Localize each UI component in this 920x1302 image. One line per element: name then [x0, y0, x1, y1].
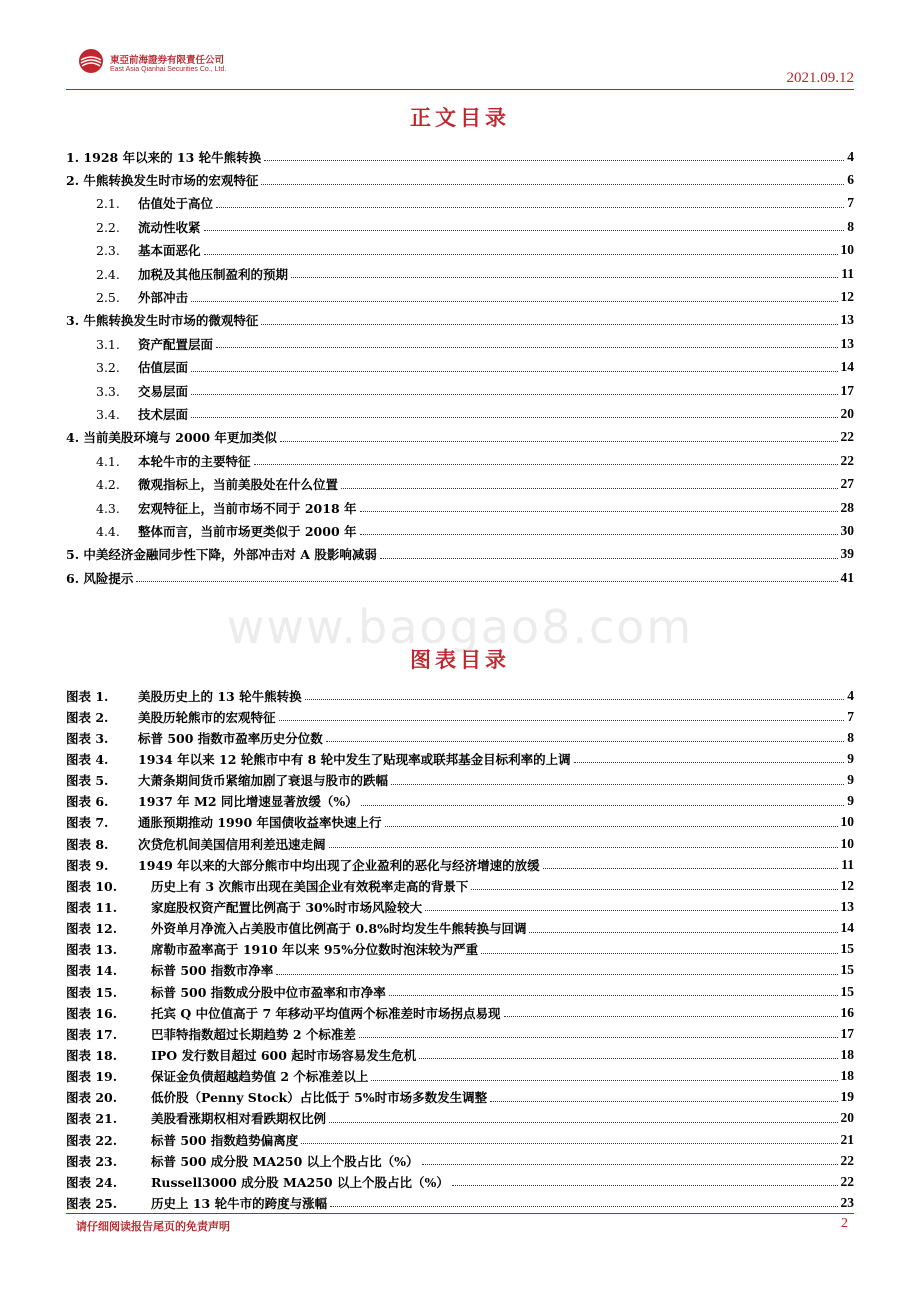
figure-entry[interactable] — [66, 706, 854, 727]
figure-entry[interactable] — [66, 896, 854, 917]
figure-entry-label: 图表 17. — [66, 1026, 118, 1042]
figure-entry[interactable] — [66, 1171, 854, 1192]
dot-leader — [191, 394, 837, 395]
figure-entry-page: 13 — [840, 898, 854, 914]
dot-leader — [261, 324, 837, 325]
figure-entry-text: 次贷危机间美国信用利差迅速走阔 — [138, 836, 326, 852]
figure-entry-text: 大萧条期间货币紧缩加剧了衰退与股市的跌幅 — [138, 773, 389, 789]
dot-leader — [490, 1101, 837, 1102]
dot-leader — [330, 1206, 837, 1207]
toc-entry-number: 2.1. — [96, 196, 120, 212]
figure-entry-text: 席勒市盈率高于 1910 年以来 95%分位数时泡沫较为严重 — [151, 942, 479, 958]
toc-entry-page: 22 — [840, 452, 854, 468]
figure-entry-label: 图表 4. — [66, 751, 109, 767]
toc-entry-number: 5. — [66, 547, 80, 563]
figure-entry-text: 1949 年以来的大部分熊市中均出现了企业盈利的恶化与经济增速的放缓 — [138, 857, 540, 873]
toc-entry-page: 17 — [840, 382, 854, 398]
toc-entry-text: 技术层面 — [138, 406, 189, 422]
figure-entry-page: 14 — [840, 920, 854, 936]
toc-entry-text: 牛熊转换发生时市场的微观特征 — [83, 313, 259, 329]
dot-leader — [359, 1037, 838, 1038]
figure-entry-text: 保证金负债超越趋势值 2 个标准差以上 — [151, 1069, 369, 1085]
dot-leader — [504, 1016, 838, 1017]
figure-entry-label: 图表 14. — [66, 963, 118, 979]
figure-entry[interactable] — [66, 875, 854, 896]
figure-entry[interactable] — [66, 1150, 854, 1171]
dot-leader — [261, 184, 844, 185]
figure-entry-page: 10 — [840, 835, 854, 851]
toc-entry-text: 整体而言，当前市场更类似于 2000 年 — [138, 523, 357, 539]
figure-entry-text: 标普 500 指数趋势偏离度 — [151, 1132, 299, 1148]
toc-entry-page: 41 — [840, 569, 854, 585]
dot-leader — [574, 762, 845, 763]
toc-entry-number: 4.3. — [96, 500, 120, 516]
figure-entry-label: 图表 7. — [66, 815, 109, 831]
toc-entry-label — [66, 452, 251, 470]
report-date: 2021.09.12 — [786, 70, 854, 86]
figure-entry-page: 9 — [847, 793, 854, 809]
dot-leader — [191, 371, 837, 372]
toc-entry-text: 牛熊转换发生时市场的宏观特征 — [83, 173, 259, 189]
toc-entry-label — [66, 311, 258, 329]
figure-entry-label: 图表 12. — [66, 921, 118, 937]
toc-entry-number: 3. — [66, 313, 80, 329]
figure-entry-text: 巴菲特指数超过长期趋势 2 个标准差 — [151, 1026, 356, 1042]
figure-entry-text: 标普 500 指数市净率 — [151, 963, 274, 979]
figure-entry[interactable] — [66, 1023, 854, 1044]
dot-leader — [191, 301, 837, 302]
toc-entry-number: 3.2. — [96, 360, 120, 376]
figure-entry-page: 18 — [840, 1068, 854, 1084]
dot-leader — [305, 699, 845, 700]
toc-entry-label — [66, 569, 133, 587]
figure-entry-text: 美股历轮熊市的宏观特征 — [138, 709, 276, 725]
toc-entry[interactable] — [66, 496, 854, 519]
dot-leader — [419, 1058, 837, 1059]
dot-leader — [481, 953, 837, 954]
toc-entry-number: 6. — [66, 570, 80, 586]
footer-disclaimer: 请仔细阅读报告尾页的免责声明 — [76, 1220, 230, 1233]
toc-entry-text: 交易层面 — [138, 383, 189, 399]
figure-entry-text: 外资单月净流入占美股市值比例高于 0.8%时均发生牛熊转换与回调 — [151, 921, 527, 937]
toc-entry-label — [66, 288, 188, 306]
toc-entry-number: 4. — [66, 430, 80, 446]
figure-entry-page: 12 — [840, 877, 854, 893]
figure-entry-text: 历史上 13 轮牛市的跨度与涨幅 — [151, 1195, 328, 1211]
toc-entry[interactable] — [66, 168, 854, 191]
dot-leader — [341, 488, 837, 489]
toc-entry-number: 2. — [66, 173, 80, 189]
figure-entry[interactable] — [66, 1044, 854, 1065]
figure-entry[interactable] — [66, 1108, 854, 1129]
figure-entry-label: 图表 19. — [66, 1069, 118, 1085]
figure-entry[interactable] — [66, 1129, 854, 1150]
toc-entry-page: 13 — [840, 312, 854, 328]
figure-entry[interactable] — [66, 981, 854, 1002]
toc-entry-label — [66, 148, 261, 166]
figure-entry-label: 图表 16. — [66, 1005, 118, 1021]
toc-entry-page: 7 — [847, 195, 854, 211]
toc-entry-number: 2.2. — [96, 219, 120, 235]
dot-leader — [360, 511, 838, 512]
figure-entry-page: 22 — [840, 1152, 854, 1168]
dot-leader — [254, 464, 838, 465]
dot-leader — [301, 1143, 837, 1144]
toc-entry-text: 外部冲击 — [138, 290, 189, 306]
dot-leader — [329, 1122, 837, 1123]
dot-leader — [136, 581, 837, 582]
figure-entry[interactable] — [66, 1002, 854, 1023]
figure-entry[interactable] — [66, 685, 854, 706]
toc-entry-label — [66, 428, 277, 446]
toc-entry-number: 4.1. — [96, 453, 120, 469]
figure-entry-page: 15 — [840, 962, 854, 978]
dot-leader — [216, 207, 844, 208]
toc-entry[interactable] — [66, 543, 854, 566]
figure-entry-page: 23 — [840, 1194, 854, 1210]
toc-entry-text: 当前美股环境与 2000 年更加类似 — [83, 430, 277, 446]
figure-entry[interactable] — [66, 770, 854, 791]
toc-entry-number: 2.5. — [96, 290, 120, 306]
dot-leader — [385, 826, 838, 827]
toc-entry[interactable] — [66, 402, 854, 425]
figure-entry-page: 10 — [840, 814, 854, 830]
figure-entry-label: 图表 11. — [66, 899, 118, 915]
figure-entry-label: 图表 2. — [66, 709, 109, 725]
toc-entry-page: 27 — [840, 476, 854, 492]
figure-entry-text: 标普 500 指数成分股中位市盈率和市净率 — [151, 984, 386, 1000]
table-of-contents — [66, 145, 854, 589]
toc-entry[interactable] — [66, 309, 854, 332]
figure-entry-label: 图表 24. — [66, 1174, 118, 1190]
toc-entry-number: 1. — [66, 149, 80, 165]
dot-leader — [191, 417, 837, 418]
figures-title: 图表目录 — [410, 647, 510, 672]
figure-entry-label: 图表 23. — [66, 1153, 118, 1169]
figure-entry-page: 9 — [847, 750, 854, 766]
toc-entry[interactable] — [66, 519, 854, 542]
toc-entry-label — [66, 475, 338, 493]
figure-entry-label: 图表 9. — [66, 857, 109, 873]
toc-entry-text: 加税及其他压制盈利的预期 — [138, 266, 289, 282]
dot-leader — [360, 534, 838, 535]
dot-leader — [471, 889, 837, 890]
toc-entry[interactable] — [66, 472, 854, 495]
figure-entry-page: 17 — [840, 1025, 854, 1041]
company-logo-icon — [78, 48, 104, 74]
figure-entry-page: 15 — [840, 941, 854, 957]
page-number: 2 — [841, 1216, 848, 1231]
figure-entry-text: 托宾 Q 中位值高于 7 年移动平均值两个标准差时市场拐点易现 — [151, 1005, 501, 1021]
dot-leader — [276, 974, 837, 975]
figure-entry[interactable] — [66, 918, 854, 939]
toc-entry-page: 20 — [840, 405, 854, 421]
toc-entry-text: 中美经济金融同步性下降，外部冲击对 A 股影响减弱 — [83, 547, 377, 563]
toc-entry-label — [66, 358, 188, 376]
footer-divider — [66, 1213, 854, 1214]
figure-entry-text: 家庭股权资产配置比例高于 30%时市场风险较大 — [151, 899, 423, 915]
toc-entry[interactable] — [66, 192, 854, 215]
toc-entry-label — [66, 382, 188, 400]
toc-entry[interactable] — [66, 215, 854, 238]
toc-entry-text: 宏观特征上，当前市场不同于 2018 年 — [138, 500, 357, 516]
figure-entry-text: 标普 500 成分股 MA250 以上个股占比（%） — [151, 1153, 419, 1169]
toc-entry-label — [66, 218, 201, 236]
toc-entry-text: 流动性收紧 — [138, 219, 201, 235]
toc-entry-page: 12 — [840, 289, 854, 305]
figure-entry-text: 1934 年以来 12 轮熊市中有 8 轮中发生了贴现率或联邦基金目标利率的上调 — [138, 751, 571, 767]
toc-entry-page: 6 — [847, 172, 854, 188]
toc-entry-number: 2.4. — [96, 266, 120, 282]
toc-entry-text: 资产配置层面 — [138, 336, 214, 352]
dot-leader — [291, 277, 838, 278]
dot-leader — [329, 847, 838, 848]
toc-entry[interactable] — [66, 332, 854, 355]
list-of-figures — [66, 685, 854, 1214]
toc-entry[interactable] — [66, 239, 854, 262]
toc-entry[interactable] — [66, 285, 854, 308]
dot-leader — [361, 805, 844, 806]
figure-entry-text: 低价股（Penny Stock）占比低于 5%时市场多数发生调整 — [151, 1090, 488, 1106]
dot-leader — [279, 720, 845, 721]
toc-entry-page: 22 — [840, 429, 854, 445]
toc-entry-page: 11 — [841, 265, 854, 281]
figure-entry[interactable] — [66, 748, 854, 769]
toc-entry-page: 10 — [840, 242, 854, 258]
figure-entry-page: 22 — [840, 1173, 854, 1189]
page-header — [66, 44, 854, 90]
toc-entry-label — [66, 194, 213, 212]
toc-entry[interactable] — [66, 566, 854, 589]
figure-entry-page: 4 — [847, 687, 854, 703]
toc-entry-number: 3.4. — [96, 406, 120, 422]
figure-entry-text: 1937 年 M2 同比增速显著放缓（%） — [138, 794, 358, 810]
dot-leader — [326, 741, 844, 742]
figure-entry[interactable] — [66, 833, 854, 854]
toc-entry-text: 估值处于高位 — [138, 196, 214, 212]
figure-entry[interactable] — [66, 1066, 854, 1087]
toc-entry[interactable] — [66, 262, 854, 285]
dot-leader — [280, 441, 838, 442]
toc-entry-page: 39 — [840, 546, 854, 562]
toc-entry-label — [66, 241, 201, 259]
toc-entry-page: 13 — [840, 335, 854, 351]
figure-entry-text: 美股看涨期权相对看跌期权比例 — [151, 1111, 327, 1127]
company-name-en: East Asia Qianhai Securities Co., Ltd. — [110, 66, 227, 73]
figure-entry-page: 15 — [840, 983, 854, 999]
company-name-cn: 東亞前海證券有限責任公司 — [110, 55, 225, 66]
figure-entry-page: 9 — [847, 772, 854, 788]
figure-entry-text: 美股历史上的 13 轮牛熊转换 — [138, 688, 302, 704]
toc-entry[interactable] — [66, 449, 854, 472]
figure-entry-label: 图表 20. — [66, 1090, 118, 1106]
dot-leader — [425, 910, 837, 911]
dot-leader — [380, 558, 838, 559]
header-divider — [66, 89, 854, 90]
toc-entry-text: 1928 年以来的 13 轮牛熊转换 — [83, 149, 262, 165]
dot-leader — [529, 932, 837, 933]
dot-leader — [371, 1080, 837, 1081]
toc-entry-number: 3.3. — [96, 383, 120, 399]
watermark: www.baogao8.com — [226, 600, 694, 654]
figure-entry-page: 21 — [840, 1131, 854, 1147]
toc-entry-page: 14 — [840, 359, 854, 375]
figure-entry-page: 8 — [847, 729, 854, 745]
toc-entry[interactable] — [66, 426, 854, 449]
figure-entry[interactable] — [66, 854, 854, 875]
figure-entry[interactable] — [66, 1087, 854, 1108]
toc-entry-label — [66, 522, 357, 540]
toc-entry-number: 4.2. — [96, 477, 120, 493]
figure-entry[interactable] — [66, 727, 854, 748]
toc-entry-number: 3.1. — [96, 336, 120, 352]
figure-entry-text: 历史上有 3 次熊市出现在美国企业有效税率走高的背景下 — [151, 878, 469, 894]
figure-entry-label: 图表 21. — [66, 1111, 118, 1127]
toc-title: 正文目录 — [410, 105, 510, 130]
figure-entry-page: 16 — [840, 1004, 854, 1020]
figure-entry-text: 标普 500 指数市盈率历史分位数 — [138, 730, 323, 746]
dot-leader — [264, 160, 844, 161]
toc-entry-page: 28 — [840, 499, 854, 515]
figure-entry-label: 图表 25. — [66, 1195, 118, 1211]
figure-entry-label: 图表 10. — [66, 878, 118, 894]
dot-leader — [204, 254, 838, 255]
toc-entry[interactable] — [66, 356, 854, 379]
toc-entry-text: 风险提示 — [83, 570, 134, 586]
dot-leader — [422, 1164, 838, 1165]
figure-entry-label: 图表 5. — [66, 773, 109, 789]
toc-entry-text: 基本面恶化 — [138, 243, 201, 259]
figure-entry-label: 图表 13. — [66, 942, 118, 958]
toc-entry-label — [66, 545, 377, 563]
dot-leader — [204, 230, 845, 231]
figure-entry-label: 图表 1. — [66, 688, 109, 704]
figure-entry-text: Russell3000 成分股 MA250 以上个股占比（%） — [151, 1174, 449, 1190]
figure-entry-page: 7 — [847, 708, 854, 724]
figure-entry-page: 18 — [840, 1046, 854, 1062]
toc-entry-number: 4.4. — [96, 523, 120, 539]
figure-entry[interactable] — [66, 939, 854, 960]
toc-entry[interactable] — [66, 145, 854, 168]
dot-leader — [216, 347, 837, 348]
toc-entry-label — [66, 335, 213, 353]
toc-entry[interactable] — [66, 379, 854, 402]
figure-entry[interactable] — [66, 812, 854, 833]
toc-entry-label — [66, 171, 258, 189]
toc-entry-page: 4 — [847, 148, 854, 164]
figure-entry-label: 图表 8. — [66, 836, 109, 852]
toc-entry-text: 微观指标上，当前美股处在什么位置 — [138, 477, 339, 493]
toc-entry-text: 估值层面 — [138, 360, 189, 376]
toc-entry-page: 30 — [840, 522, 854, 538]
toc-entry-number: 2.3. — [96, 243, 120, 259]
dot-leader — [543, 868, 839, 869]
dot-leader — [391, 784, 844, 785]
dot-leader — [452, 1185, 838, 1186]
figure-entry[interactable] — [66, 960, 854, 981]
figure-entry-text: IPO 发行数目超过 600 起时市场容易发生危机 — [151, 1047, 417, 1063]
figure-entry-label: 图表 3. — [66, 730, 109, 746]
figure-entry-label: 图表 22. — [66, 1132, 118, 1148]
toc-entry-label — [66, 265, 288, 283]
dot-leader — [389, 995, 838, 996]
figure-entry-page: 11 — [841, 856, 854, 872]
figure-entry-label: 图表 18. — [66, 1047, 118, 1063]
toc-entry-page: 8 — [847, 218, 854, 234]
figure-entry-text: 通胀预期推动 1990 年国债收益率快速上行 — [138, 815, 382, 831]
figure-entry-label: 图表 6. — [66, 794, 109, 810]
figure-entry-label: 图表 15. — [66, 984, 118, 1000]
toc-entry-label — [66, 499, 357, 517]
toc-entry-text: 本轮牛市的主要特征 — [138, 453, 251, 469]
figure-entry-page: 19 — [840, 1089, 854, 1105]
figure-entry[interactable] — [66, 791, 854, 812]
figure-entry-page: 20 — [840, 1110, 854, 1126]
toc-entry-label — [66, 405, 188, 423]
figure-entry[interactable] — [66, 1192, 854, 1213]
